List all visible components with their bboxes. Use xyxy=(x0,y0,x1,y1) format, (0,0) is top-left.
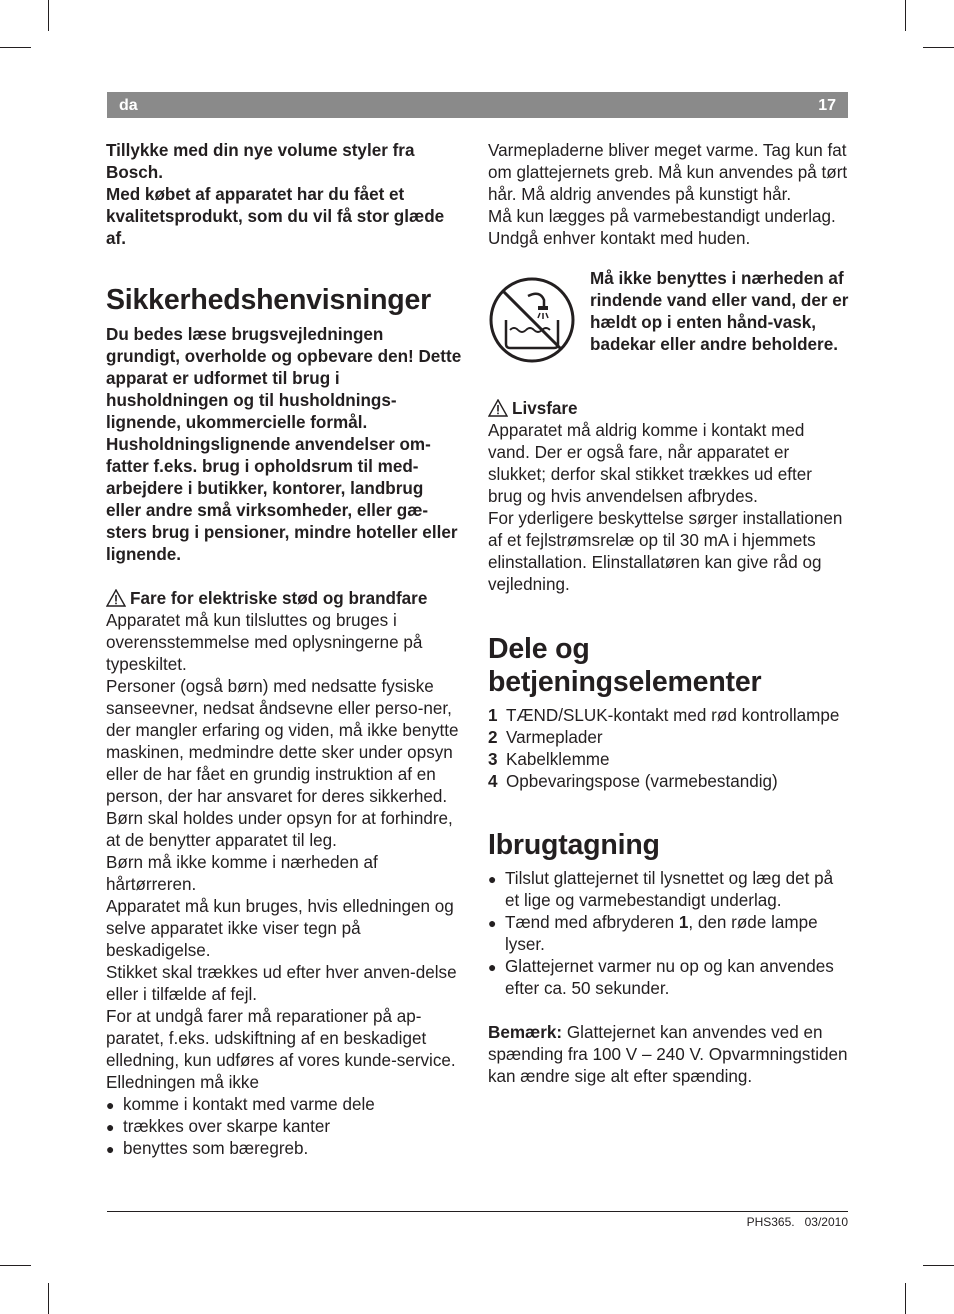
list-item: ● Tilslut glattejernet til lysnettet og læg det på et lige og varmebestandigt underlag. xyxy=(488,868,850,912)
hot-plates-paragraph: Må kun lægges på varmebestandigt underlag. xyxy=(488,207,836,226)
part-number: 4 xyxy=(488,772,498,791)
bullet-text: , den røde lampe lyser. xyxy=(505,913,818,954)
warning-triangle-icon xyxy=(488,399,508,417)
page-number: 17 xyxy=(818,97,836,114)
hot-plates-paragraph: Undgå enhver kontakt med huden. xyxy=(488,229,751,248)
model-number: PHS365. xyxy=(746,1215,795,1229)
bullet-text: Tænd med afbryderen xyxy=(505,913,679,932)
no-water-icon xyxy=(488,276,576,364)
electric-paragraph: Apparatet må kun bruges, hvis elledningen og selve apparatet ikke viser tegn på beskadigelse. xyxy=(106,897,454,960)
part-label: Kabelklemme xyxy=(506,750,610,769)
crop-mark xyxy=(905,0,906,31)
note-text: Glattejernet kan anvendes ved en spænding fra 100 V – 240 V. Opvarmningstiden kan ændre sige alt efter spænding. xyxy=(488,1023,848,1086)
water-warning-block xyxy=(488,268,850,398)
part-label: TÆND/SLUK-kontakt med rød kontrollampe xyxy=(506,706,840,725)
crop-mark xyxy=(48,0,49,31)
crop-mark xyxy=(923,47,954,48)
part-number: 2 xyxy=(488,728,498,747)
warning-triangle-icon xyxy=(106,589,126,607)
parts-list xyxy=(488,705,850,793)
electric-paragraph: For at undgå farer må reparationer på ap-paratet, f.eks. udskiftning af en beskadiget elledning, kun udføres af vores kunde-service. xyxy=(106,1007,456,1070)
crop-mark xyxy=(0,47,31,48)
part-label: Opbevaringspose (varmebestandig) xyxy=(506,772,778,791)
electric-paragraph: Børn må ikke komme i nærheden af hårtørreren. xyxy=(106,853,378,894)
crop-mark xyxy=(48,1283,49,1314)
footer-divider xyxy=(107,1211,848,1212)
electric-warning-text: Fare for elektriske stød og brandfare xyxy=(130,589,428,608)
safety-title: Sikkerhedshenvisninger xyxy=(106,284,432,316)
startup-bullet-list xyxy=(488,868,850,1000)
list-item: ● trækkes over skarpe kanter xyxy=(106,1116,462,1138)
list-item xyxy=(488,705,850,727)
list-item xyxy=(488,749,850,771)
note-paragraph xyxy=(488,1022,850,1088)
switch-number: 1 xyxy=(678,913,689,932)
electric-paragraph: Børn skal holdes under opsyn for at forhindre, at de benytter apparatet til leg. xyxy=(106,809,453,850)
water-warning-text: Må ikke benyttes i nærheden af rindende vand eller vand, der er hældt op i enten hånd-vask, badekar eller andre beholdere. xyxy=(590,269,849,354)
crop-mark xyxy=(923,1265,954,1266)
list-item: ● Glattejernet varmer nu op og kan anvendes efter ca. 50 sekunder. xyxy=(488,956,850,1000)
right-column xyxy=(488,140,850,1088)
electric-paragraph: Elledningen må ikke xyxy=(106,1073,259,1092)
footer xyxy=(747,1215,848,1229)
part-number: 1 xyxy=(488,706,498,725)
hot-plates-paragraph: Varmepladerne bliver meget varme. Tag kun fat om glattejernets greb. Må kun anvendes på tørt hår. Må aldrig anvendes på kunstigt hår. xyxy=(488,141,848,204)
danger-heading-text: Livsfare xyxy=(512,399,578,418)
danger-paragraph: Apparatet må aldrig komme i kontakt med vand. Der er også fare, når apparatet er slukket; derfor skal stikket trækkes ud efter brug og hvis anvendelsen afbrydes. xyxy=(488,421,812,506)
list-item xyxy=(488,727,850,749)
electric-paragraph: Apparatet må kun tilsluttes og bruges i overensstemmelse med oplysningerne på typeskiltet. xyxy=(106,611,423,674)
parts-title: Dele og betjeningselementer xyxy=(488,633,762,698)
cord-bullet-list xyxy=(106,1094,462,1160)
left-column xyxy=(106,140,462,1160)
list-item: ● benyttes som bæregreb. xyxy=(106,1138,462,1160)
startup-title: Ibrugtagning xyxy=(488,829,660,861)
language-code: da xyxy=(119,97,138,114)
safety-intro: Du bedes læse brugsvejledningen grundigt, overholde og opbevare den! Dette apparat er udformet til brug i husholdningen og til husholdnings-lignende, ukommercielle formål. Husholdningslignende anvendelser om-fatter f.eks. brug i opholdsrum til med-arbejdere i butikker, kontorer, landbrug eller andre små virksomheder, eller gæ-sters brug i pensioner, mindre hoteller eller lignende. xyxy=(106,325,462,564)
crop-mark xyxy=(0,1265,31,1266)
page-header-bar xyxy=(107,92,848,118)
list-item xyxy=(488,771,850,793)
note-label: Bemærk: xyxy=(488,1023,563,1042)
electric-paragraph: Personer (også børn) med nedsatte fysiske sanseevner, nedsat åndsevne eller perso-ner, der mangler erfaring og viden, må ikke benytte maskinen, medmindre dette sker under opsyn eller de har fået en grundig instruktion af en person, der har ansvaret for deres sikkerhed. xyxy=(106,677,459,806)
part-label: Varmeplader xyxy=(506,728,603,747)
electric-warning-heading xyxy=(106,588,462,610)
edition-date: 03/2010 xyxy=(804,1215,848,1229)
intro-congrats: Tillykke med din nye volume styler fra Bosch. xyxy=(106,141,415,182)
danger-heading xyxy=(488,398,850,420)
crop-mark xyxy=(905,1283,906,1314)
danger-paragraph: For yderligere beskyttelse sørger installationen af et fejlstrømsrelæ op til 30 mA i hjemmets elinstallation. Elinstallatøren kan give råd og vejledning. xyxy=(488,509,843,594)
electric-paragraph: Stikket skal trækkes ud efter hver anven-delse eller i tilfælde af fejl. xyxy=(106,963,457,1004)
intro-purchase: Med købet af apparatet har du fået et kvalitetsprodukt, som du vil få stor glæde af. xyxy=(106,185,445,248)
list-item: ● komme i kontakt med varme dele xyxy=(106,1094,462,1116)
list-item xyxy=(488,912,850,956)
part-number: 3 xyxy=(488,750,498,769)
